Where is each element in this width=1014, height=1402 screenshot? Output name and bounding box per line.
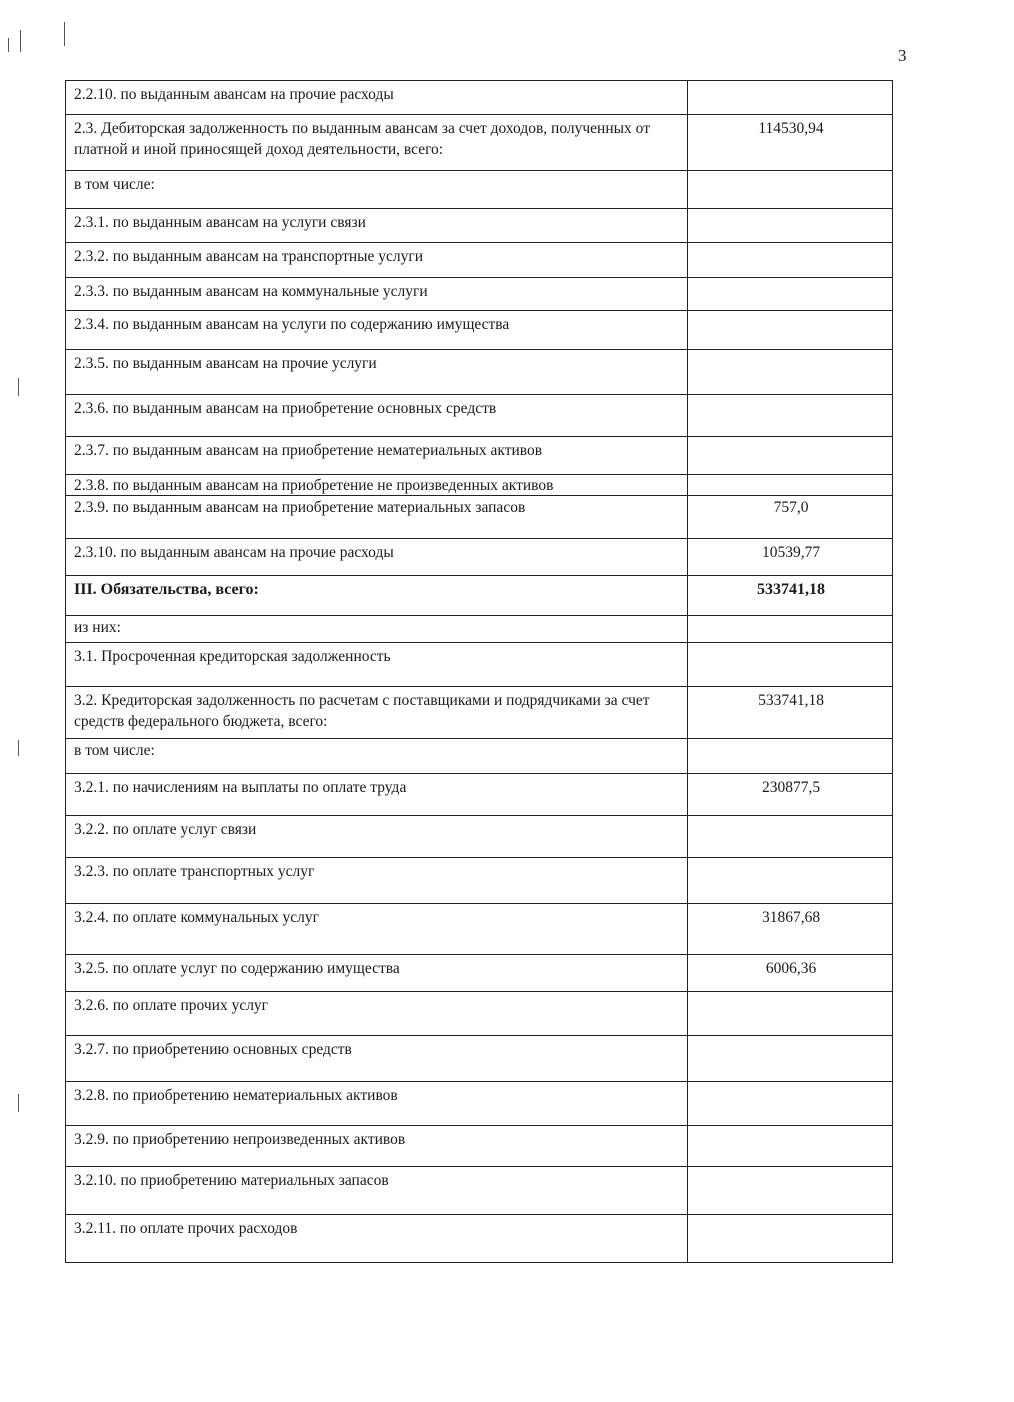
scan-mark (20, 30, 21, 52)
row-label: в том числе: (66, 739, 688, 774)
row-value (688, 643, 893, 687)
row-value (688, 81, 893, 115)
row-label: 3.2.3. по оплате транспортных услуг (66, 858, 688, 904)
table-row (66, 350, 893, 395)
row-value (688, 616, 893, 643)
row-label: 2.3.2. по выданным авансам на транспортные услуги (66, 243, 688, 278)
table-row (66, 1167, 893, 1215)
table-row (66, 858, 893, 904)
row-label: 2.3.9. по выданным авансам на приобретение материальных запасов (66, 496, 688, 539)
row-value (688, 816, 893, 858)
table-row (66, 1215, 893, 1263)
row-label: 3.1. Просроченная кредиторская задолженность (66, 643, 688, 687)
table-row (66, 539, 893, 576)
table-row (66, 437, 893, 475)
row-value (688, 1126, 893, 1167)
table-row (66, 243, 893, 278)
table-row (66, 955, 893, 992)
table-row (66, 209, 893, 243)
row-label: из них: (66, 616, 688, 643)
row-label: 3.2. Кредиторская задолженность по расчетам с поставщиками и подрядчиками за счет средств федерального бюджета, всего: (66, 687, 688, 739)
row-label: 2.3.6. по выданным авансам на приобретение основных средств (66, 395, 688, 437)
row-label: 3.2.5. по оплате услуг по содержанию имущества (66, 955, 688, 992)
table-row (66, 643, 893, 687)
row-label: 2.2.10. по выданным авансам на прочие расходы (66, 81, 688, 115)
row-label: 3.2.7. по приобретению основных средств (66, 1036, 688, 1082)
row-value (688, 278, 893, 311)
row-label: 2.3.3. по выданным авансам на коммунальные услуги (66, 278, 688, 311)
row-value: 6006,36 (688, 955, 893, 992)
row-value: 533741,18 (688, 687, 893, 739)
table-row (66, 739, 893, 774)
row-label: 3.2.10. по приобретению материальных запасов (66, 1167, 688, 1215)
table-row (66, 1036, 893, 1082)
table-row (66, 904, 893, 955)
page-number: 3 (898, 46, 907, 65)
table-row (66, 395, 893, 437)
row-value (688, 395, 893, 437)
row-value (688, 858, 893, 904)
table-row (66, 1126, 893, 1167)
report-table (65, 80, 893, 1263)
table-row (66, 774, 893, 816)
scan-mark (18, 740, 19, 756)
row-value (688, 992, 893, 1036)
row-label: 3.2.1. по начислениям на выплаты по оплате труда (66, 774, 688, 816)
table-row (66, 687, 893, 739)
table-row (66, 816, 893, 858)
row-value (688, 1167, 893, 1215)
row-value: 31867,68 (688, 904, 893, 955)
row-value: 10539,77 (688, 539, 893, 576)
table-row (66, 1082, 893, 1126)
table-row (66, 81, 893, 115)
row-value (688, 1082, 893, 1126)
table-row (66, 278, 893, 311)
table-row (66, 496, 893, 539)
row-label: 2.3.10. по выданным авансам на прочие расходы (66, 539, 688, 576)
row-value (688, 437, 893, 475)
scan-mark (18, 378, 19, 396)
row-value (688, 739, 893, 774)
row-value: 757,0 (688, 496, 893, 539)
table-row (66, 311, 893, 350)
scan-mark (18, 1094, 19, 1112)
row-value (688, 1036, 893, 1082)
table-row (66, 992, 893, 1036)
row-value (688, 243, 893, 278)
row-value: 533741,18 (688, 576, 893, 616)
table-row (66, 616, 893, 643)
row-label: III. Обязательства, всего: (66, 576, 688, 616)
row-value (688, 350, 893, 395)
row-label: 2.3.7. по выданным авансам на приобретение нематериальных активов (66, 437, 688, 475)
row-label: 2.3.1. по выданным авансам на услуги связи (66, 209, 688, 243)
row-label: 2.3. Дебиторская задолженность по выданным авансам за счет доходов, полученных от платной и иной приносящей доход деятельности, всего: (66, 115, 688, 171)
row-label: 3.2.11. по оплате прочих расходов (66, 1215, 688, 1263)
table-row (66, 475, 893, 496)
row-label: 2.3.8. по выданным авансам на приобретение не произведенных активов (66, 475, 688, 496)
row-label: 3.2.2. по оплате услуг связи (66, 816, 688, 858)
row-value (688, 475, 893, 496)
row-label: 3.2.8. по приобретению нематериальных активов (66, 1082, 688, 1126)
row-label: 3.2.4. по оплате коммунальных услуг (66, 904, 688, 955)
row-label: 2.3.5. по выданным авансам на прочие услуги (66, 350, 688, 395)
row-value (688, 1215, 893, 1263)
row-value (688, 209, 893, 243)
scan-mark (8, 38, 9, 52)
row-label: в том числе: (66, 171, 688, 209)
row-label: 3.2.6. по оплате прочих услуг (66, 992, 688, 1036)
table-row (66, 576, 893, 616)
row-value (688, 171, 893, 209)
scan-mark (64, 22, 65, 46)
row-label: 3.2.9. по приобретению непроизведенных активов (66, 1126, 688, 1167)
table-row (66, 171, 893, 209)
row-value: 114530,94 (688, 115, 893, 171)
row-value: 230877,5 (688, 774, 893, 816)
row-label: 2.3.4. по выданным авансам на услуги по содержанию имущества (66, 311, 688, 350)
row-value (688, 311, 893, 350)
table-row (66, 115, 893, 171)
